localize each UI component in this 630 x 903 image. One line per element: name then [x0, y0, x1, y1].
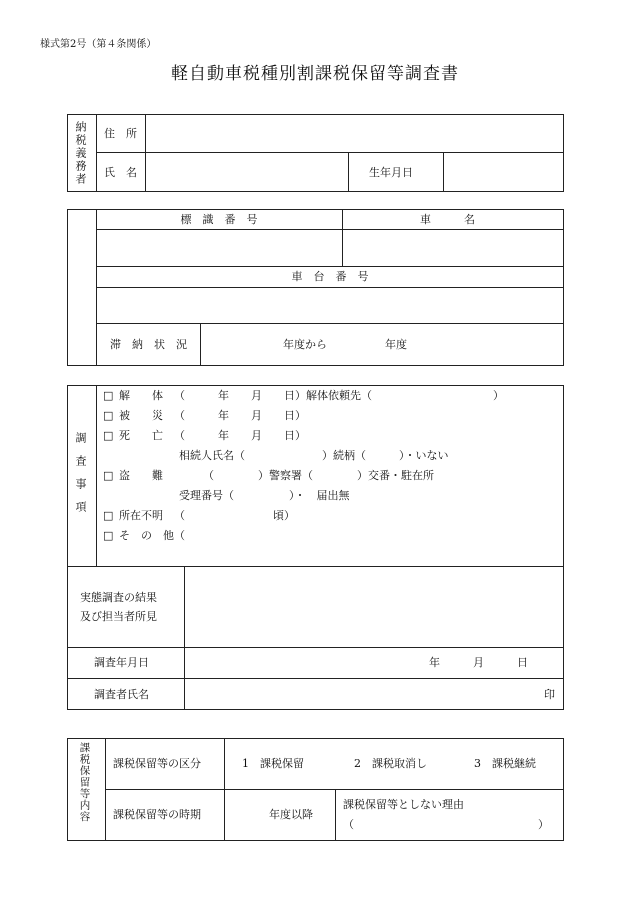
- taxpayer-name-field[interactable]: [147, 154, 346, 190]
- item-dismantle-label: 解 体: [119, 389, 163, 402]
- option-hold[interactable]: 1 課税保留: [242, 757, 304, 770]
- item-disaster-label: 被 災: [119, 409, 163, 422]
- arrears-label: 滞 納 状 況: [110, 338, 187, 351]
- dob-label: 生年月日: [369, 166, 413, 179]
- checkbox-disaster[interactable]: □: [103, 409, 114, 422]
- investigation-date-value: 年 月 日: [429, 656, 528, 669]
- checkbox-theft[interactable]: □: [103, 469, 114, 482]
- hold-timing-value: 年度以降: [269, 808, 313, 821]
- checkbox-other[interactable]: □: [103, 529, 114, 542]
- investigation-date-field[interactable]: [186, 649, 562, 677]
- form-number: 様式第2号（第４条関係）: [40, 39, 157, 50]
- investigation-date-label: 調査年月日: [94, 656, 149, 669]
- name-label: 氏 名: [104, 166, 137, 179]
- address-field[interactable]: [147, 116, 561, 150]
- heir-detail: 相続人氏名（ ）続柄（ ）・いない: [179, 449, 449, 462]
- item-dismantle-detail: （ 年 月 日）解体依頼先（ ）: [174, 389, 504, 402]
- receipt-detail: 受理番号（ ）・ 届出無: [179, 489, 350, 502]
- dob-field[interactable]: [445, 154, 562, 190]
- item-other-label: そ の 他: [119, 529, 174, 542]
- plate-number-field[interactable]: [98, 231, 340, 264]
- plate-number-label: 標 識 番 号: [180, 213, 258, 226]
- investigator-name-label: 調査者氏名: [94, 688, 149, 701]
- item-other-detail: （: [174, 529, 185, 542]
- findings-label-line2: 及び担当者所見: [80, 610, 157, 623]
- checkbox-death[interactable]: □: [103, 429, 114, 442]
- arrears-from-year: 年度から: [283, 338, 327, 351]
- no-hold-reason-field[interactable]: [355, 815, 535, 835]
- seal-mark: 印: [544, 688, 555, 701]
- tax-hold-side-label: 課税保留等内容: [78, 742, 91, 823]
- car-name-field[interactable]: [344, 231, 562, 264]
- arrears-to-year: 年度: [385, 338, 407, 351]
- reason-open-paren: （: [343, 818, 354, 831]
- investigation-side-label: 調査事項: [74, 432, 87, 524]
- address-label: 住 所: [104, 127, 137, 140]
- chassis-number-label: 車 台 番 号: [291, 270, 369, 283]
- findings-field[interactable]: [186, 568, 562, 646]
- no-hold-reason-label: 課税保留等としない理由: [343, 798, 464, 811]
- option-continue[interactable]: 3 課税継続: [474, 757, 536, 770]
- checkbox-missing[interactable]: □: [103, 509, 114, 522]
- car-name-label: 車 名: [420, 213, 475, 226]
- hold-timing-label: 課税保留等の時期: [113, 808, 201, 821]
- hold-category-label: 課税保留等の区分: [113, 757, 201, 770]
- page-title: 軽自動車税種別割課税保留等調査書: [171, 64, 459, 84]
- item-death-label: 死 亡: [119, 429, 163, 442]
- chassis-number-field[interactable]: [98, 289, 562, 321]
- item-missing-label: 所在不明: [119, 509, 163, 522]
- investigator-name-field[interactable]: [186, 680, 536, 708]
- checkbox-dismantle[interactable]: □: [103, 389, 114, 402]
- item-theft-detail: （ ）警察署（ ）交番・駐在所: [203, 469, 434, 482]
- item-disaster-detail: （ 年 月 日）: [174, 409, 306, 422]
- item-missing-detail: （ 頃）: [174, 509, 295, 522]
- reason-close-paren: ）: [538, 818, 549, 831]
- findings-label-line1: 実態調査の結果: [80, 591, 157, 604]
- taxpayer-side-label: 納税義務者: [74, 121, 87, 186]
- item-death-detail: （ 年 月 日）: [174, 429, 306, 442]
- option-cancel[interactable]: 2 課税取消し: [354, 757, 427, 770]
- item-theft-label: 盗 難: [119, 469, 163, 482]
